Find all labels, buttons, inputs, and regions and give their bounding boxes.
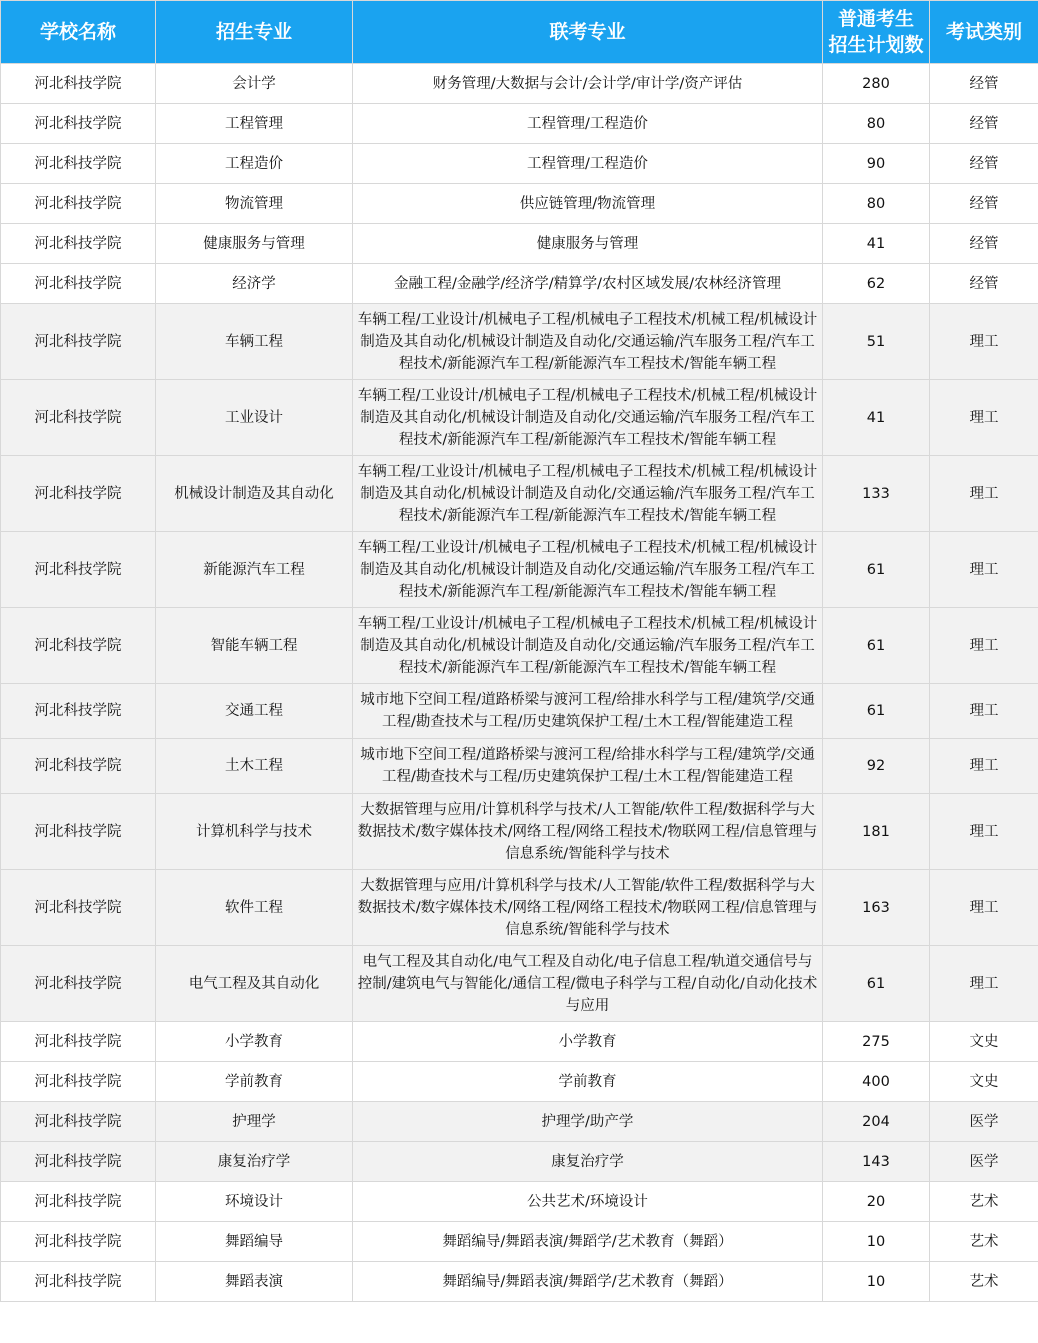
category-cell: 理工 [930, 608, 1038, 684]
school-cell: 河北科技学院 [1, 1222, 156, 1262]
table-row [1, 304, 1038, 380]
major-cell: 计算机科学与技术 [156, 794, 353, 870]
major-cell: 学前教育 [156, 1062, 353, 1102]
plan-count-cell: 400 [823, 1062, 930, 1102]
exam-major-cell: 城市地下空间工程/道路桥梁与渡河工程/给排水科学与工程/建筑学/交通工程/勘查技术与工程/历史建筑保护工程/土木工程/智能建造工程 [353, 684, 823, 739]
category-cell: 文史 [930, 1062, 1038, 1102]
school-cell: 河北科技学院 [1, 224, 156, 264]
school-cell: 河北科技学院 [1, 794, 156, 870]
category-cell: 理工 [930, 739, 1038, 794]
major-cell: 舞蹈编导 [156, 1222, 353, 1262]
category-cell: 医学 [930, 1102, 1038, 1142]
exam-major-cell: 学前教育 [353, 1062, 823, 1102]
plan-count-cell: 61 [823, 608, 930, 684]
table-row [1, 1102, 1038, 1142]
table-row [1, 184, 1038, 224]
table-row [1, 1062, 1038, 1102]
table-row [1, 144, 1038, 184]
plan-count-cell: 280 [823, 64, 930, 104]
major-cell: 工程管理 [156, 104, 353, 144]
category-cell: 经管 [930, 104, 1038, 144]
category-cell: 理工 [930, 794, 1038, 870]
exam-major-cell: 大数据管理与应用/计算机科学与技术/人工智能/软件工程/数据科学与大数据技术/数字媒体技术/网络工程/网络工程技术/物联网工程/信息管理与信息系统/智能科学与技术 [353, 794, 823, 870]
table-row [1, 608, 1038, 684]
plan-count-cell: 275 [823, 1022, 930, 1062]
school-cell: 河北科技学院 [1, 1262, 156, 1302]
exam-major-cell: 舞蹈编导/舞蹈表演/舞蹈学/艺术教育（舞蹈） [353, 1262, 823, 1302]
category-cell: 经管 [930, 224, 1038, 264]
exam-major-cell: 工程管理/工程造价 [353, 104, 823, 144]
plan-count-cell: 80 [823, 104, 930, 144]
school-cell: 河北科技学院 [1, 684, 156, 739]
school-cell: 河北科技学院 [1, 64, 156, 104]
table-row [1, 380, 1038, 456]
school-cell: 河北科技学院 [1, 1182, 156, 1222]
major-cell: 护理学 [156, 1102, 353, 1142]
exam-major-cell: 金融工程/金融学/经济学/精算学/农村区域发展/农林经济管理 [353, 264, 823, 304]
table-row [1, 264, 1038, 304]
category-cell: 理工 [930, 870, 1038, 946]
exam-major-cell: 电气工程及其自动化/电气工程及自动化/电子信息工程/轨道交通信号与控制/建筑电气与智能化/通信工程/微电子科学与工程/自动化/自动化技术与应用 [353, 946, 823, 1022]
school-cell: 河北科技学院 [1, 456, 156, 532]
header-school: 学校名称 [1, 1, 156, 64]
exam-major-cell: 车辆工程/工业设计/机械电子工程/机械电子工程技术/机械工程/机械设计制造及其自动化/机械设计制造及自动化/交通运输/汽车服务工程/汽车工程技术/新能源汽车工程/新能源汽车工程技术/智能车辆工程 [353, 608, 823, 684]
exam-major-cell: 小学教育 [353, 1022, 823, 1062]
plan-count-cell: 80 [823, 184, 930, 224]
plan-count-cell: 41 [823, 380, 930, 456]
table-row [1, 684, 1038, 739]
header-plan [823, 1, 930, 64]
category-cell: 理工 [930, 304, 1038, 380]
plan-count-cell: 51 [823, 304, 930, 380]
major-cell: 小学教育 [156, 1022, 353, 1062]
major-cell: 车辆工程 [156, 304, 353, 380]
exam-major-cell: 舞蹈编导/舞蹈表演/舞蹈学/艺术教育（舞蹈） [353, 1222, 823, 1262]
major-cell: 土木工程 [156, 739, 353, 794]
category-cell: 经管 [930, 184, 1038, 224]
plan-count-cell: 10 [823, 1262, 930, 1302]
header-plan-line2: 招生计划数 [828, 34, 924, 56]
plan-count-cell: 92 [823, 739, 930, 794]
exam-major-cell: 护理学/助产学 [353, 1102, 823, 1142]
table-row [1, 64, 1038, 104]
major-cell: 新能源汽车工程 [156, 532, 353, 608]
school-cell: 河北科技学院 [1, 104, 156, 144]
plan-count-cell: 204 [823, 1102, 930, 1142]
plan-count-cell: 163 [823, 870, 930, 946]
category-cell: 文史 [930, 1022, 1038, 1062]
school-cell: 河北科技学院 [1, 144, 156, 184]
category-cell: 经管 [930, 64, 1038, 104]
school-cell: 河北科技学院 [1, 304, 156, 380]
major-cell: 经济学 [156, 264, 353, 304]
table-row [1, 1142, 1038, 1182]
major-cell: 物流管理 [156, 184, 353, 224]
school-cell: 河北科技学院 [1, 184, 156, 224]
header-major: 招生专业 [156, 1, 353, 64]
major-cell: 工业设计 [156, 380, 353, 456]
plan-count-cell: 62 [823, 264, 930, 304]
table-row [1, 739, 1038, 794]
category-cell: 理工 [930, 684, 1038, 739]
plan-count-cell: 61 [823, 684, 930, 739]
exam-major-cell: 财务管理/大数据与会计/会计学/审计学/资产评估 [353, 64, 823, 104]
exam-major-cell: 车辆工程/工业设计/机械电子工程/机械电子工程技术/机械工程/机械设计制造及其自动化/机械设计制造及自动化/交通运输/汽车服务工程/汽车工程技术/新能源汽车工程/新能源汽车工程技术/智能车辆工程 [353, 380, 823, 456]
header-exam-major: 联考专业 [353, 1, 823, 64]
school-cell: 河北科技学院 [1, 532, 156, 608]
header-category: 考试类别 [930, 1, 1038, 64]
major-cell: 智能车辆工程 [156, 608, 353, 684]
category-cell: 艺术 [930, 1182, 1038, 1222]
category-cell: 艺术 [930, 1222, 1038, 1262]
major-cell: 软件工程 [156, 870, 353, 946]
table-row [1, 870, 1038, 946]
plan-count-cell: 20 [823, 1182, 930, 1222]
table-header-row [1, 1, 1038, 64]
major-cell: 交通工程 [156, 684, 353, 739]
category-cell: 理工 [930, 456, 1038, 532]
plan-count-cell: 41 [823, 224, 930, 264]
exam-major-cell: 车辆工程/工业设计/机械电子工程/机械电子工程技术/机械工程/机械设计制造及其自动化/机械设计制造及自动化/交通运输/汽车服务工程/汽车工程技术/新能源汽车工程/新能源汽车工程技术/智能车辆工程 [353, 532, 823, 608]
category-cell: 医学 [930, 1142, 1038, 1182]
table-row [1, 794, 1038, 870]
school-cell: 河北科技学院 [1, 739, 156, 794]
table-row [1, 532, 1038, 608]
exam-major-cell: 公共艺术/环境设计 [353, 1182, 823, 1222]
school-cell: 河北科技学院 [1, 1022, 156, 1062]
school-cell: 河北科技学院 [1, 264, 156, 304]
school-cell: 河北科技学院 [1, 380, 156, 456]
major-cell: 机械设计制造及其自动化 [156, 456, 353, 532]
table-row [1, 224, 1038, 264]
table-row [1, 1022, 1038, 1062]
school-cell: 河北科技学院 [1, 870, 156, 946]
table-row [1, 946, 1038, 1022]
header-plan-line1: 普通考生 [837, 8, 914, 30]
exam-major-cell: 康复治疗学 [353, 1142, 823, 1182]
major-cell: 健康服务与管理 [156, 224, 353, 264]
school-cell: 河北科技学院 [1, 608, 156, 684]
exam-major-cell: 车辆工程/工业设计/机械电子工程/机械电子工程技术/机械工程/机械设计制造及其自动化/机械设计制造及自动化/交通运输/汽车服务工程/汽车工程技术/新能源汽车工程/新能源汽车工程技术/智能车辆工程 [353, 456, 823, 532]
major-cell: 康复治疗学 [156, 1142, 353, 1182]
table-row [1, 456, 1038, 532]
table-row [1, 1182, 1038, 1222]
category-cell: 理工 [930, 380, 1038, 456]
major-cell: 工程造价 [156, 144, 353, 184]
major-cell: 舞蹈表演 [156, 1262, 353, 1302]
exam-major-cell: 车辆工程/工业设计/机械电子工程/机械电子工程技术/机械工程/机械设计制造及其自动化/机械设计制造及自动化/交通运输/汽车服务工程/汽车工程技术/新能源汽车工程/新能源汽车工程技术/智能车辆工程 [353, 304, 823, 380]
plan-count-cell: 143 [823, 1142, 930, 1182]
exam-major-cell: 供应链管理/物流管理 [353, 184, 823, 224]
major-cell: 电气工程及其自动化 [156, 946, 353, 1022]
category-cell: 经管 [930, 264, 1038, 304]
plan-count-cell: 133 [823, 456, 930, 532]
school-cell: 河北科技学院 [1, 1142, 156, 1182]
plan-count-cell: 10 [823, 1222, 930, 1262]
plan-count-cell: 181 [823, 794, 930, 870]
major-cell: 会计学 [156, 64, 353, 104]
category-cell: 理工 [930, 532, 1038, 608]
table-row [1, 104, 1038, 144]
table-row [1, 1262, 1038, 1302]
exam-major-cell: 城市地下空间工程/道路桥梁与渡河工程/给排水科学与工程/建筑学/交通工程/勘查技术与工程/历史建筑保护工程/土木工程/智能建造工程 [353, 739, 823, 794]
school-cell: 河北科技学院 [1, 1102, 156, 1142]
category-cell: 理工 [930, 946, 1038, 1022]
table-row [1, 1222, 1038, 1262]
exam-major-cell: 大数据管理与应用/计算机科学与技术/人工智能/软件工程/数据科学与大数据技术/数字媒体技术/网络工程/网络工程技术/物联网工程/信息管理与信息系统/智能科学与技术 [353, 870, 823, 946]
school-cell: 河北科技学院 [1, 1062, 156, 1102]
plan-count-cell: 61 [823, 946, 930, 1022]
plan-count-cell: 90 [823, 144, 930, 184]
plan-count-cell: 61 [823, 532, 930, 608]
school-cell: 河北科技学院 [1, 946, 156, 1022]
major-cell: 环境设计 [156, 1182, 353, 1222]
category-cell: 艺术 [930, 1262, 1038, 1302]
category-cell: 经管 [930, 144, 1038, 184]
exam-major-cell: 健康服务与管理 [353, 224, 823, 264]
exam-major-cell: 工程管理/工程造价 [353, 144, 823, 184]
